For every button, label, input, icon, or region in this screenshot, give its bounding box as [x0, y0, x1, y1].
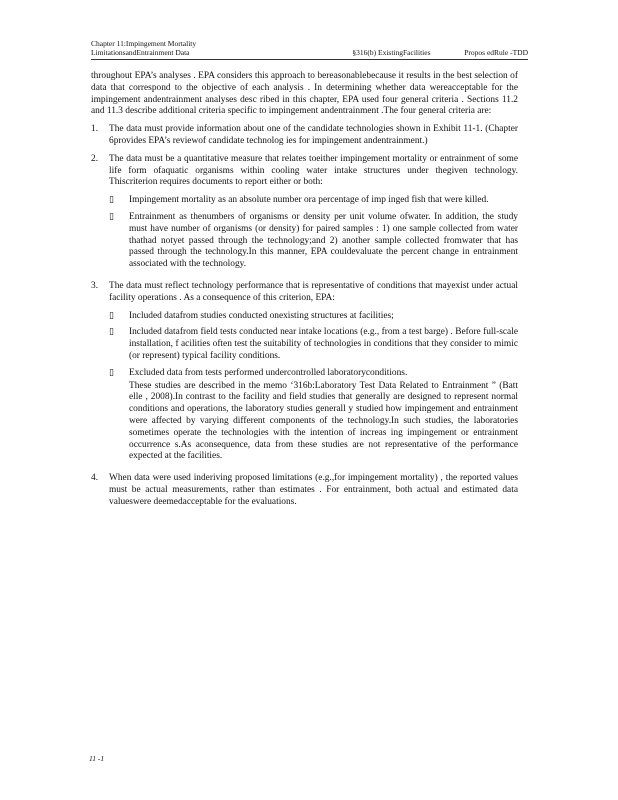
criterion-body: [109, 154, 518, 275]
criterion-text: The data must be a quantitative measure that relates toeither impingement mortality or entrainment of some life form ofaquatic organisms within cooling water intake structures under thegiven technology. Thiscriterion requires documents to report either or both:: [109, 153, 518, 188]
bullet-item: [109, 194, 518, 207]
criterion-body: [109, 124, 518, 148]
criterion-text: The data must reflect technology performance that is representative of conditions that mayexist under actual facility operations . As a consequence of this criterion, EPA:: [109, 280, 518, 303]
header-right: [352, 48, 528, 58]
intro-paragraph: throughout EPA’s analyses . EPA considers this approach to bereasonablebecause it results in the best selection of data that correspond to the objective of each analysis . In determining whether data wereacceptable for the impingement andentrainment analyses desc ribed in this chapter, EPA used four general criteria . Sections 11.2 and 11.3 describe additional criteria specific to impingement andentrainment .The four general criteria are:: [91, 71, 518, 117]
bullet-content: [129, 367, 518, 463]
criterion-item: [91, 473, 518, 508]
header-row: [91, 48, 528, 58]
bullet-content: [129, 194, 518, 207]
bullet-item: [109, 310, 518, 323]
bullet-item: [109, 367, 518, 463]
bullet-box-icon: ▯: [109, 326, 114, 337]
criterion-number: 2.: [91, 153, 99, 164]
bullet-box-icon: ▯: [109, 194, 114, 205]
header-divider: [91, 59, 528, 60]
bullet-text: Impingement mortality as an absolute number ora percentage of imp inged fish that were killed.: [129, 195, 489, 206]
header-subtitle: LimitationsandEntrainment Data: [91, 48, 190, 57]
criteria-list: [91, 124, 518, 508]
bullet-text: Included datafrom field tests conducted near intake locations (e.g., from a test barge) . Before full-scale installation, f acilities often test the suitability of technologies in conditions that they consider to mimic (or represent) typical facility conditions.: [129, 327, 518, 361]
criterion-item: [91, 281, 518, 467]
criterion-text: The data must provide information about one of the candidate technologies shown in Exhibit 11-1. (Chapter 6provides EPA’s reviewof candidate technolog ies for impingement andentrainment.): [109, 124, 518, 146]
bullet-list: [109, 194, 518, 271]
criterion-body: [109, 473, 518, 508]
bullet-item: [109, 211, 518, 271]
criterion-item: [91, 124, 518, 148]
bullet-text: Entrainment as thenumbers of organisms or density per unit volume ofwater. In addition, the study must have number of organisms (or density) for paired samples : 1) one sample collected from water thathad notyet passed through the technology;and 2) another sample collected fromwater that has passed through the technology.In this manner, EPA couldevaluate the percent change in entrainment associated with the technology.: [129, 211, 518, 270]
header-section: §316(b) ExistingFacilities: [352, 48, 431, 57]
bullet-text: Excluded data from tests performed undercontrolled laboratoryconditions.: [129, 367, 408, 378]
bullet-content: [129, 326, 518, 362]
criterion-text: When data were used inderiving proposed limitations (e.g.,for impingement mortality) , the reported values must be actual measurements, rather than estimates . For entrainment, both actual and estimated data valueswere deemedacceptable for the evaluations.: [109, 473, 518, 507]
bullet-text: Included datafrom studies conducted onexisting structures at facilities;: [129, 310, 394, 321]
bullet-box-icon: ▯: [109, 309, 114, 320]
criterion-number: 3.: [91, 280, 99, 291]
bullet-box-icon: ▯: [109, 366, 114, 377]
bullet-explanation: These studies are described in the memo ‘316b:Laboratory Test Data Related to Entrainment ” (Batt elle , 2008).In contrast to the facility and field studies that generally are designed to represent normal conditions and operations, the laboratory studies generall y studied how impingement and entrainment were affected by varying different components of the technology.In such studies, the laboratories sometimes operate the technologies with the intention of increas ing impingement or entrainment occurrence s.As aconsequence, data from these studies are not representative of the performance expected at the facilities.: [129, 380, 518, 462]
criterion-number: 4.: [91, 473, 99, 484]
criterion-item: [91, 154, 518, 275]
page-number: 11 -1: [89, 754, 105, 763]
body-content: [91, 71, 518, 515]
bullet-content: [129, 211, 518, 271]
criterion-body: [109, 281, 518, 467]
bullet-list: [109, 310, 518, 464]
header-chapter: Chapter 11:Impingement Mortality: [91, 39, 197, 48]
bullet-content: [129, 310, 518, 323]
criterion-number: 1.: [91, 124, 99, 135]
bullet-box-icon: ▯: [109, 210, 114, 221]
header-doc: Propos edRule -TDD: [464, 48, 528, 57]
bullet-item: [109, 326, 518, 362]
